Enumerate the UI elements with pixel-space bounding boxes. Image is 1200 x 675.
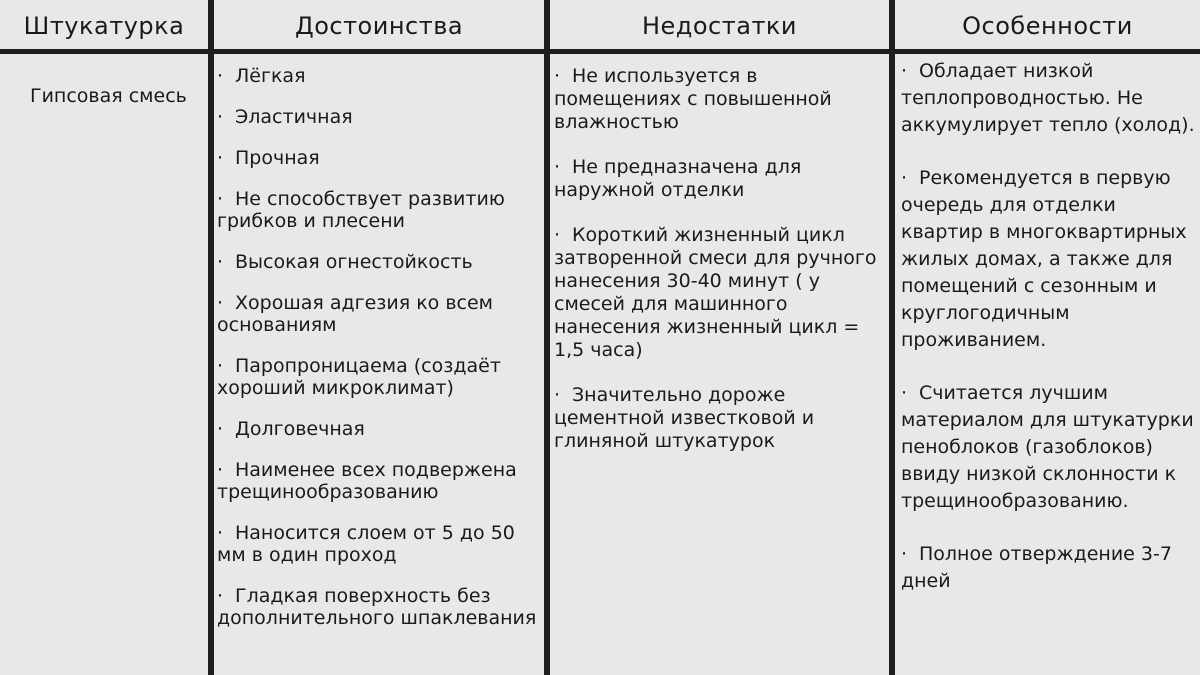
disadvantages-item bbox=[554, 156, 884, 202]
advantages-column bbox=[217, 65, 547, 648]
bullet-icon: · bbox=[217, 292, 224, 314]
features-item bbox=[901, 165, 1200, 354]
advantages-item bbox=[217, 459, 547, 503]
advantages-item bbox=[217, 65, 547, 87]
bullet-icon: · bbox=[217, 585, 224, 607]
disadvantages-column bbox=[554, 65, 884, 475]
bullet-icon: · bbox=[554, 384, 561, 406]
bullet-icon: · bbox=[554, 156, 561, 178]
bullet-icon: · bbox=[217, 418, 224, 440]
bullet-icon: · bbox=[217, 522, 224, 544]
features-text: Обладает низкой теплопроводностью. Не аккумулирует тепло (холод). bbox=[901, 60, 1195, 136]
bullet-icon: · bbox=[217, 459, 224, 481]
advantages-item bbox=[217, 418, 547, 440]
advantages-item bbox=[217, 355, 547, 399]
features-item bbox=[901, 380, 1200, 515]
bullet-icon: · bbox=[217, 188, 224, 210]
bullet-icon: · bbox=[217, 355, 224, 377]
advantages-text: Паропроницаема (создаёт хороший микроклимат) bbox=[217, 355, 501, 399]
disadvantages-text: Не используется в помещениях с повышенной влажностью bbox=[554, 65, 832, 133]
bullet-icon: · bbox=[554, 224, 561, 246]
features-text: Полное отверждение 3-7 дней bbox=[901, 543, 1172, 592]
advantages-item bbox=[217, 292, 547, 336]
advantages-item bbox=[217, 188, 547, 232]
bullet-icon: · bbox=[901, 382, 908, 404]
advantages-text: Высокая огнестойкость bbox=[235, 251, 473, 273]
header-disadvantages: Недостатки bbox=[641, 12, 798, 40]
advantages-text: Лёгкая bbox=[235, 65, 306, 87]
advantages-item bbox=[217, 522, 547, 566]
column-divider-3 bbox=[889, 0, 895, 675]
advantages-text: Наносится слоем от 5 до 50 мм в один проход bbox=[217, 522, 515, 566]
advantages-text: Не способствует развитию грибков и плесени bbox=[217, 188, 505, 232]
material-name: Гипсовая смесь bbox=[30, 85, 187, 107]
bullet-icon: · bbox=[554, 65, 561, 87]
features-item bbox=[901, 541, 1200, 595]
disadvantages-text: Короткий жизненный цикл затворенной смеси для ручного нанесения 30-40 минут ( у смесей для машинного нанесения жизненный цикл = 1,5 часа) bbox=[554, 224, 877, 361]
advantages-text: Долговечная bbox=[235, 418, 365, 440]
header-divider bbox=[0, 49, 1200, 54]
features-column bbox=[901, 58, 1200, 621]
header-advantages: Достоинства bbox=[294, 12, 464, 40]
advantages-text: Наименее всех подвержена трещинообразованию bbox=[217, 459, 517, 503]
features-text: Считается лучшим материалом для штукатурки пеноблоков (газоблоков) ввиду низкой склонности к трещинообразованию. bbox=[901, 382, 1194, 512]
disadvantages-item bbox=[554, 65, 884, 134]
advantages-item bbox=[217, 147, 547, 169]
advantages-text: Прочная bbox=[235, 147, 320, 169]
advantages-text: Гладкая поверхность без дополнительного шпаклевания bbox=[217, 585, 537, 629]
bullet-icon: · bbox=[217, 251, 224, 273]
advantages-text: Хорошая адгезия ко всем основаниям bbox=[217, 292, 494, 336]
bullet-icon: · bbox=[217, 147, 224, 169]
disadvantages-text: Не предназначена для наружной отделки bbox=[554, 156, 802, 201]
column-divider-1 bbox=[208, 0, 214, 675]
features-text: Рекомендуется в первую очередь для отделки квартир в многоквартирных жилых домах, а также для помещений с сезонным и круглогодичным проживанием. bbox=[901, 167, 1187, 351]
features-item bbox=[901, 58, 1200, 139]
advantages-text: Эластичная bbox=[235, 106, 353, 128]
advantages-item bbox=[217, 251, 547, 273]
disadvantages-item bbox=[554, 224, 884, 362]
header-material: Штукатурка bbox=[23, 12, 185, 40]
bullet-icon: · bbox=[217, 65, 224, 87]
disadvantages-item bbox=[554, 384, 884, 453]
bullet-icon: · bbox=[901, 167, 908, 189]
disadvantages-text: Значительно дороже цементной известковой и глиняной штукатурок bbox=[554, 384, 815, 452]
bullet-icon: · bbox=[217, 106, 224, 128]
bullet-icon: · bbox=[901, 543, 908, 565]
bullet-icon: · bbox=[901, 60, 908, 82]
advantages-item bbox=[217, 585, 547, 629]
advantages-item bbox=[217, 106, 547, 128]
header-features: Особенности bbox=[962, 12, 1133, 40]
